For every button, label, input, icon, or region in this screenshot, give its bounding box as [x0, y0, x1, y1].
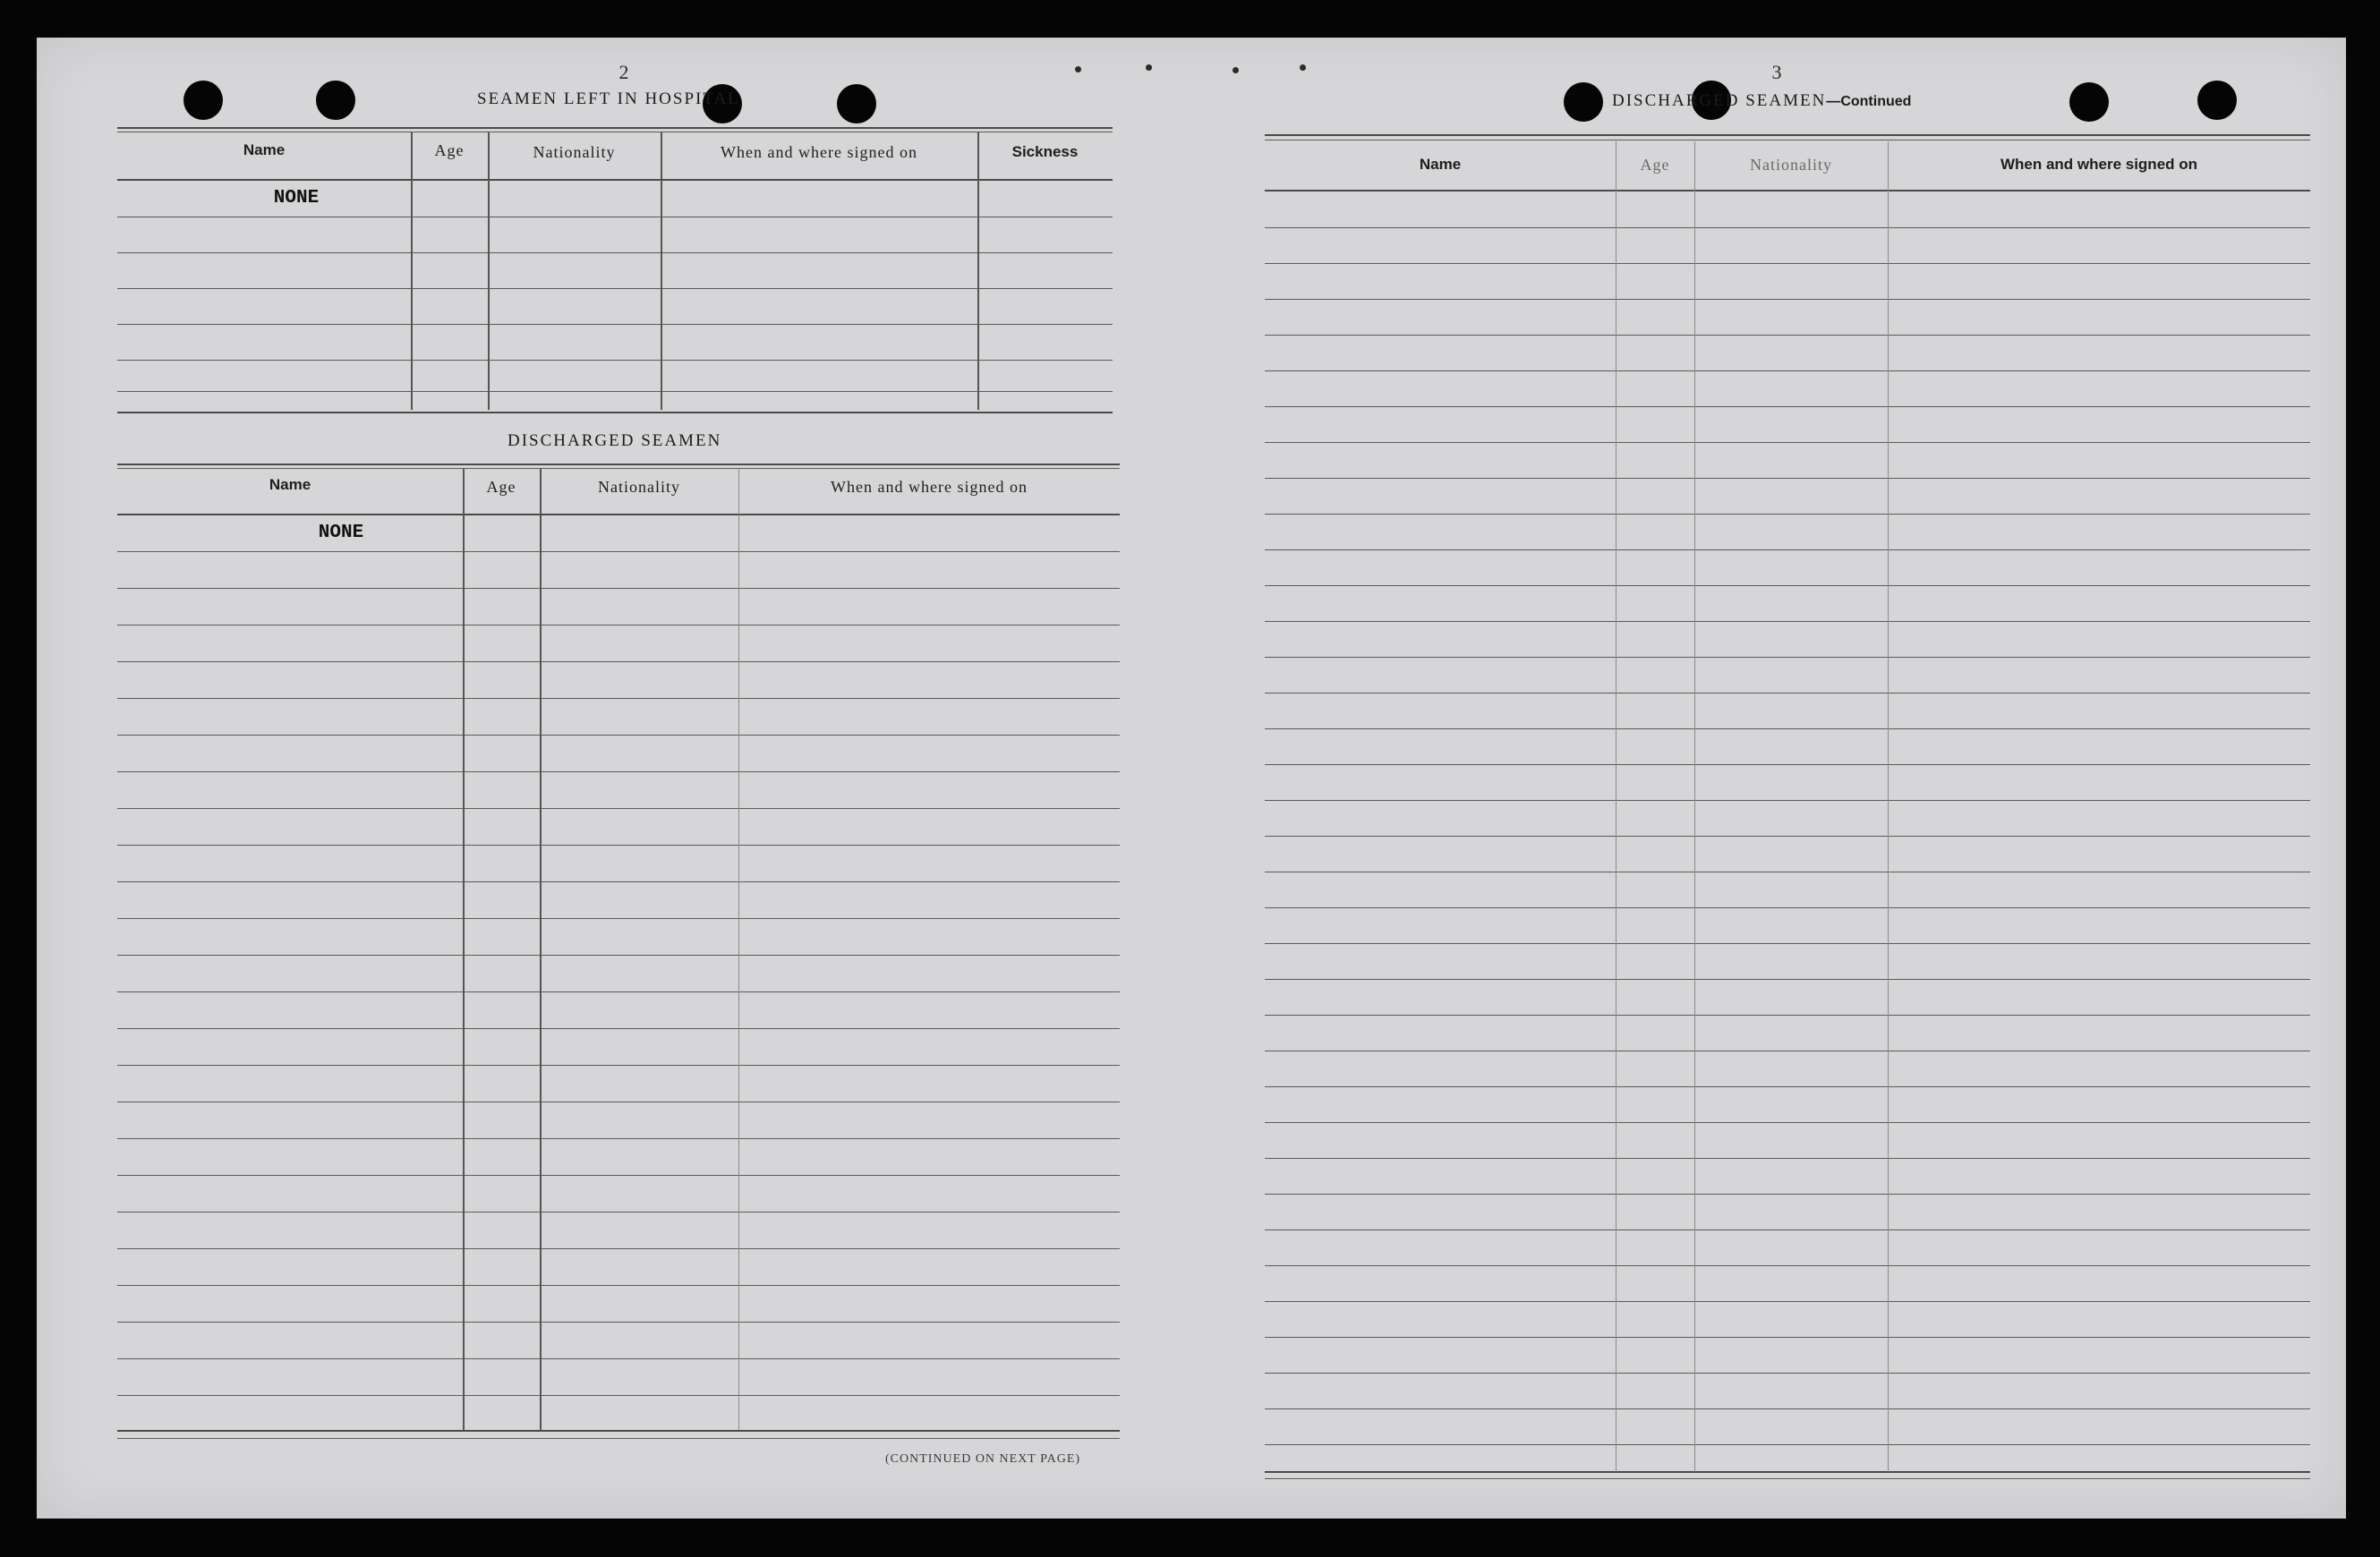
punch-hole [2069, 82, 2109, 122]
table-top-rule [1265, 134, 2310, 136]
title-main: DISCHARGED SEAMEN [1612, 91, 1827, 110]
row-rule [1265, 1337, 2310, 1338]
column-header-age: Age [434, 141, 465, 159]
column-header-nationality: Nationality [598, 478, 680, 496]
row-rule [1265, 800, 2310, 801]
column-header-name: Name [269, 476, 311, 493]
column-divider [411, 132, 413, 410]
header-rule [1265, 190, 2310, 191]
row-rule [1265, 442, 2310, 443]
row-rule [117, 252, 1113, 253]
column-divider [540, 469, 542, 1430]
column-header-signed-on: When and where signed on [831, 478, 1028, 496]
row-rule [117, 1175, 1120, 1176]
row-rule [117, 588, 1120, 589]
row-rule [1265, 1122, 2310, 1123]
column-divider [1694, 141, 1695, 1472]
hospital-table [117, 127, 1113, 413]
continued-note: (CONTINUED ON NEXT PAGE) [885, 1452, 1081, 1466]
ink-speck [1233, 67, 1239, 73]
column-divider [488, 132, 490, 410]
row-rule [117, 1358, 1120, 1359]
row-rule [1265, 657, 2310, 658]
table-top-rule [117, 127, 1113, 129]
punch-hole [183, 81, 223, 120]
row-rule [117, 1322, 1120, 1323]
column-header-sickness: Sickness [1011, 143, 1079, 160]
row-rule [1265, 1444, 2310, 1445]
row-rule [1265, 406, 2310, 407]
row-rule [1265, 907, 2310, 908]
row-rule [1265, 549, 2310, 550]
row-rule [1265, 227, 2310, 228]
row-rule [1265, 979, 2310, 980]
ink-speck [1075, 66, 1081, 72]
table-top-rule [117, 468, 1120, 469]
row-rule [117, 360, 1113, 361]
page-number-left: 2 [618, 61, 629, 83]
column-header-name: Name [1419, 156, 1462, 173]
row-rule [117, 845, 1120, 846]
row-rule [1265, 335, 2310, 336]
punch-hole [1564, 82, 1603, 122]
row-rule [117, 1028, 1120, 1029]
column-header-nationality: Nationality [1750, 156, 1832, 174]
discharged-entry-none: NONE [318, 523, 364, 543]
table-bottom-rule [117, 1430, 1120, 1432]
row-rule [1265, 1373, 2310, 1374]
row-rule [117, 1248, 1120, 1249]
hospital-entry-none: NONE [273, 188, 320, 208]
row-rule [117, 955, 1120, 956]
table-bottom-rule [117, 412, 1113, 413]
row-rule [1265, 478, 2310, 479]
column-header-age: Age [1640, 156, 1670, 174]
hospital-section-title: SEAMEN LEFT IN HOSPITAL [477, 89, 740, 108]
row-rule [117, 1395, 1120, 1396]
row-rule [117, 808, 1120, 809]
row-rule [117, 881, 1120, 882]
table-top-rule [117, 464, 1120, 465]
row-rule [1265, 1229, 2310, 1230]
column-header-signed-on: When and where signed on [2000, 156, 2198, 173]
punch-hole [316, 81, 355, 120]
row-rule [1265, 764, 2310, 765]
column-divider [463, 469, 465, 1430]
column-divider [1888, 141, 1889, 1472]
page-number-right: 3 [1771, 61, 1782, 83]
row-rule [1265, 1408, 2310, 1409]
row-rule [1265, 514, 2310, 515]
row-rule [117, 324, 1113, 325]
row-rule [117, 735, 1120, 736]
row-rule [1265, 621, 2310, 622]
row-rule [117, 1065, 1120, 1066]
row-rule [1265, 263, 2310, 264]
row-rule [117, 288, 1113, 289]
punch-hole [837, 84, 876, 123]
row-rule [1265, 836, 2310, 837]
row-rule [1265, 1301, 2310, 1302]
table-bottom-rule [1265, 1478, 2310, 1479]
discharged-table-left [117, 464, 1120, 1442]
row-rule [1265, 1015, 2310, 1016]
row-rule [1265, 1265, 2310, 1266]
column-header-age: Age [486, 478, 516, 496]
table-bottom-rule [1265, 1471, 2310, 1473]
column-divider [1616, 141, 1617, 1472]
title-continued: —Continued [1826, 94, 1912, 109]
column-divider [738, 469, 739, 1430]
form-sheet [37, 38, 2346, 1519]
row-rule [1265, 1086, 2310, 1087]
row-rule [117, 1138, 1120, 1139]
row-rule [117, 1285, 1120, 1286]
discharged-section-title: DISCHARGED SEAMEN [508, 431, 722, 450]
ink-speck [1300, 64, 1306, 71]
row-rule [1265, 1158, 2310, 1159]
row-rule [117, 991, 1120, 992]
punch-hole [2197, 81, 2237, 120]
table-bottom-rule [117, 1438, 1120, 1439]
row-rule [117, 391, 1113, 392]
row-rule [1265, 370, 2310, 371]
row-rule [117, 661, 1120, 662]
column-header-name: Name [243, 141, 286, 158]
column-header-nationality: Nationality [533, 143, 616, 161]
row-rule [117, 771, 1120, 772]
header-rule [117, 514, 1120, 515]
row-rule [1265, 299, 2310, 300]
column-divider [661, 132, 662, 410]
row-rule [1265, 585, 2310, 586]
row-rule [117, 698, 1120, 699]
header-rule [117, 179, 1113, 181]
column-header-signed-on: When and where signed on [721, 143, 917, 161]
row-rule [117, 551, 1120, 552]
column-divider [977, 132, 979, 410]
ink-speck [1146, 64, 1152, 71]
row-rule [1265, 728, 2310, 729]
row-rule [1265, 1194, 2310, 1195]
row-rule [117, 918, 1120, 919]
discharged-continued-title [1612, 91, 1911, 111]
discharged-table-right [1265, 134, 2310, 1481]
row-rule [1265, 943, 2310, 944]
